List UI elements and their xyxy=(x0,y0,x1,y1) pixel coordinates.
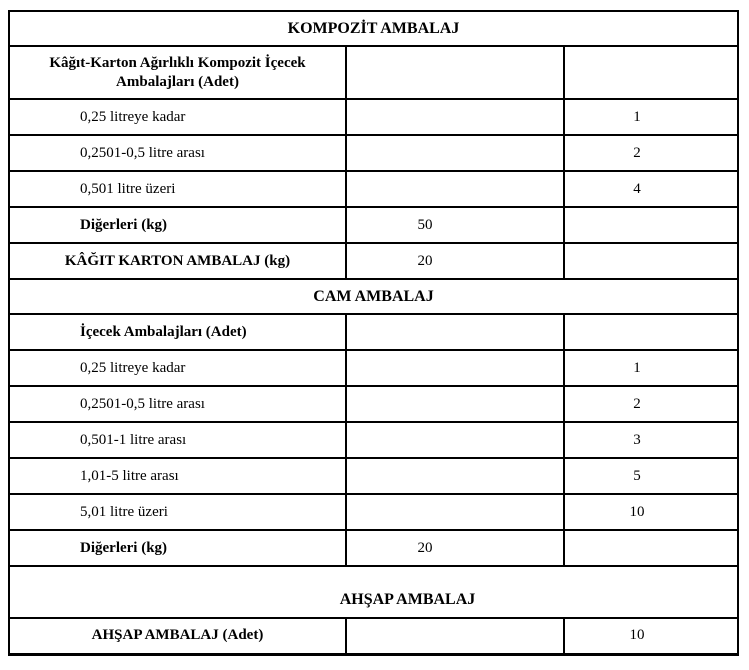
count-value-cell: 10 xyxy=(564,618,738,654)
kg-value-cell: 20 xyxy=(346,243,564,279)
count-value-cell xyxy=(564,243,738,279)
count-value-cell: 4 xyxy=(564,171,738,207)
count-value-cell xyxy=(564,207,738,243)
packaging-limits-table xyxy=(8,10,739,656)
count-value-cell: 1 xyxy=(564,350,738,386)
row-label-cell: Diğerleri (kg) xyxy=(9,207,346,243)
kg-value-cell xyxy=(346,422,564,458)
count-value-cell: 2 xyxy=(564,135,738,171)
table-row xyxy=(9,314,738,350)
kg-value-cell xyxy=(346,171,564,207)
table-row xyxy=(9,135,738,171)
count-value-cell xyxy=(564,46,738,99)
kg-value-cell xyxy=(346,314,564,350)
row-label-cell: 1,01-5 litre arası xyxy=(9,458,346,494)
count-value-cell xyxy=(564,314,738,350)
row-label-cell: 0,25 litreye kadar xyxy=(9,350,346,386)
table-body xyxy=(9,11,738,654)
row-label-cell: AHŞAP AMBALAJ (Adet) xyxy=(9,618,346,654)
table-row xyxy=(9,171,738,207)
count-value-cell: 10 xyxy=(564,494,738,530)
row-label-cell: 0,25 litreye kadar xyxy=(9,99,346,135)
table-row xyxy=(9,494,738,530)
kg-value-cell xyxy=(346,350,564,386)
row-label-cell: KÂĞIT KARTON AMBALAJ (kg) xyxy=(9,243,346,279)
section-header-row xyxy=(9,566,738,618)
row-label-cell: 0,501-1 litre arası xyxy=(9,422,346,458)
kg-value-cell xyxy=(346,618,564,654)
count-value-cell: 1 xyxy=(564,99,738,135)
section-header-cell: CAM AMBALAJ xyxy=(9,279,738,314)
table-row xyxy=(9,458,738,494)
row-label-cell: İçecek Ambalajları (Adet) xyxy=(9,314,346,350)
table-row xyxy=(9,46,738,99)
row-label-cell: 0,2501-0,5 litre arası xyxy=(9,386,346,422)
row-label-cell: 0,501 litre üzeri xyxy=(9,171,346,207)
table-row xyxy=(9,422,738,458)
section-header-row xyxy=(9,279,738,314)
kg-value-cell xyxy=(346,99,564,135)
table-row xyxy=(9,618,738,654)
count-value-cell: 2 xyxy=(564,386,738,422)
kg-value-cell xyxy=(346,135,564,171)
kg-value-cell: 20 xyxy=(346,530,564,566)
row-label-cell: 0,2501-0,5 litre arası xyxy=(9,135,346,171)
kg-value-cell xyxy=(346,458,564,494)
section-header-cell: KOMPOZİT AMBALAJ xyxy=(9,11,738,46)
table-row xyxy=(9,243,738,279)
row-label-cell: 5,01 litre üzeri xyxy=(9,494,346,530)
count-value-cell xyxy=(564,530,738,566)
count-value-cell: 3 xyxy=(564,422,738,458)
table-row xyxy=(9,207,738,243)
kg-value-cell xyxy=(346,46,564,99)
count-value-cell: 5 xyxy=(564,458,738,494)
section-header-row xyxy=(9,11,738,46)
row-label-cell: Kâğıt-Karton Ağırlıklı Kompozit İçecek Ambalajları (Adet) xyxy=(9,46,346,99)
kg-value-cell: 50 xyxy=(346,207,564,243)
kg-value-cell xyxy=(346,386,564,422)
table-row xyxy=(9,350,738,386)
section-header-cell: AHŞAP AMBALAJ xyxy=(9,566,738,618)
table-row xyxy=(9,530,738,566)
row-label-cell: Diğerleri (kg) xyxy=(9,530,346,566)
table-row xyxy=(9,99,738,135)
table-row xyxy=(9,386,738,422)
kg-value-cell xyxy=(346,494,564,530)
